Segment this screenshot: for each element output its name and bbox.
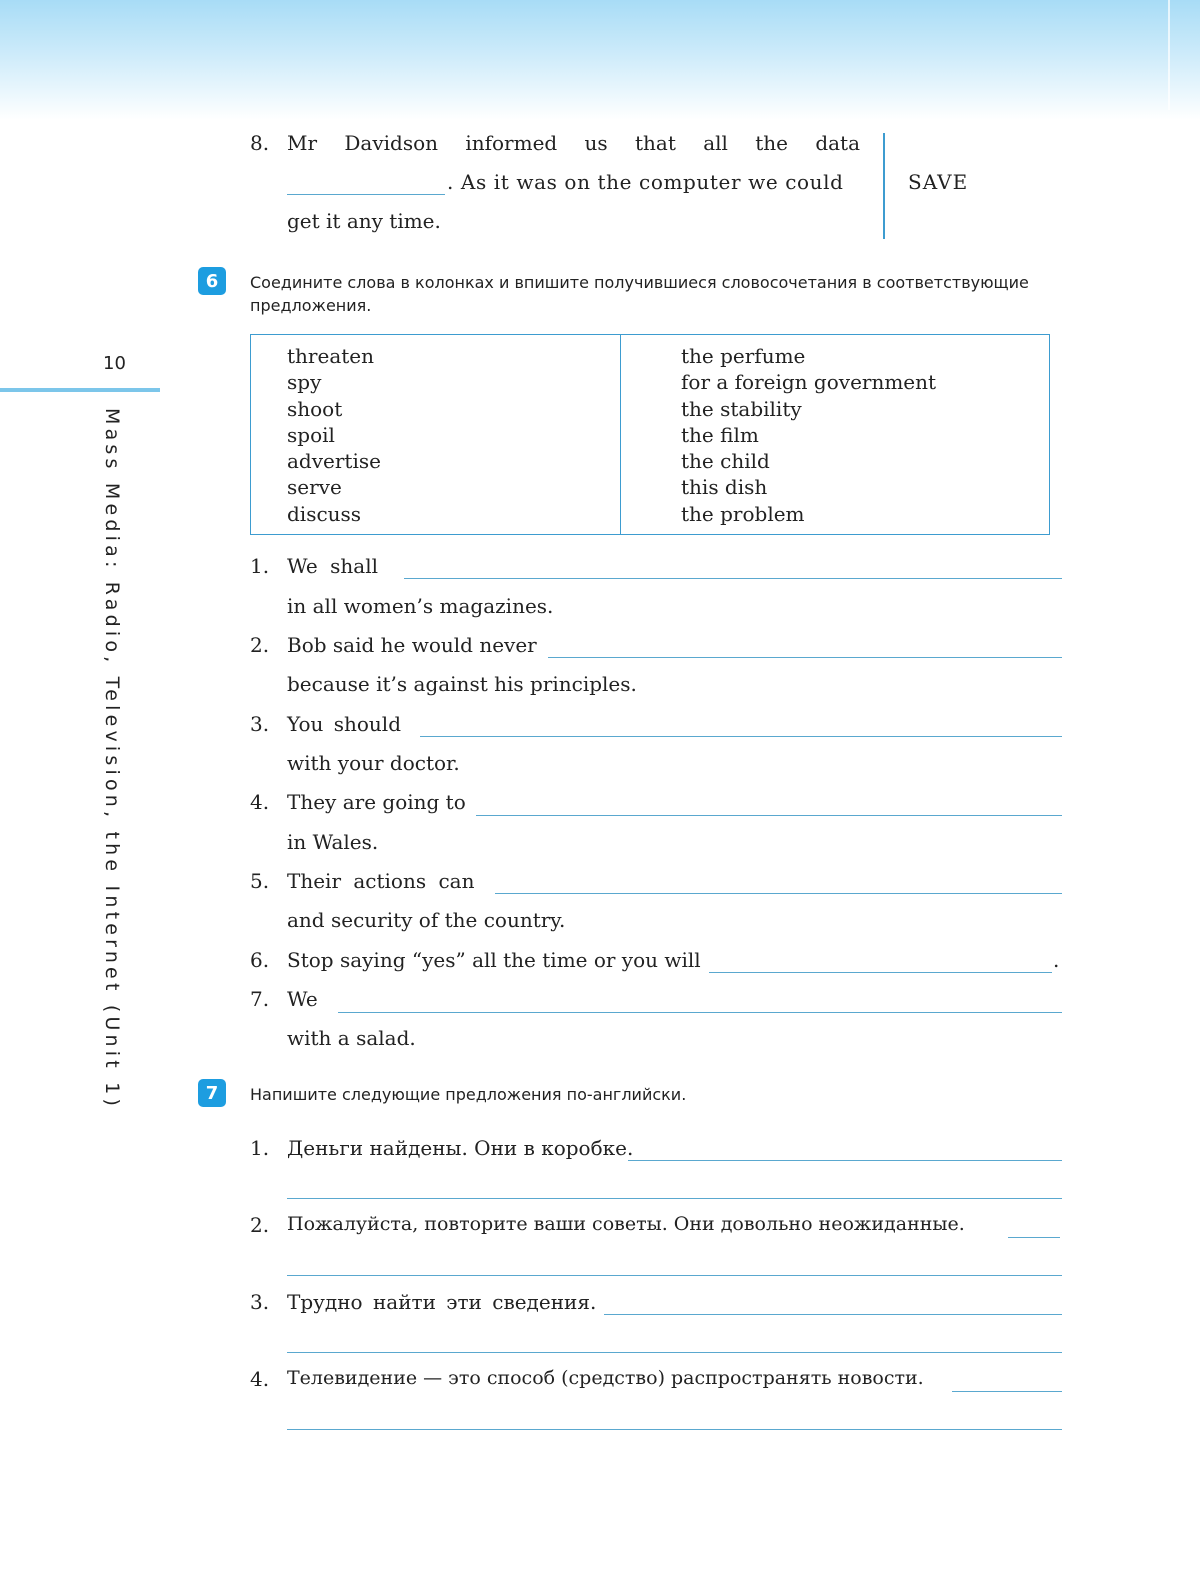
sentence-number: 3. xyxy=(250,1290,270,1314)
sentence-end: with your doctor. xyxy=(287,751,460,775)
sentence-start: You should xyxy=(287,712,402,736)
answer-blank[interactable] xyxy=(287,194,445,195)
answer-blank[interactable] xyxy=(338,1012,1062,1013)
margin-rule xyxy=(0,388,160,392)
sentence-start: Stop saying “yes” all the time or you will xyxy=(287,948,701,972)
answer-blank[interactable] xyxy=(495,893,1062,894)
word: data xyxy=(815,131,860,155)
word-matching-table xyxy=(250,334,1050,535)
sentence-start: They are going to xyxy=(287,790,466,814)
object-item: the perfume xyxy=(681,344,806,368)
word: Mr xyxy=(287,131,318,155)
sentence-start: We shall xyxy=(287,554,378,578)
sentence-start: Their actions can xyxy=(287,869,475,893)
sentence-start: Bob said he would never xyxy=(287,633,537,657)
verb-item: spy xyxy=(287,370,322,395)
verb-item: discuss xyxy=(287,501,362,526)
verb-item: serve xyxy=(287,475,342,500)
object-item: this dish xyxy=(681,475,768,500)
sentence-number: 2. xyxy=(250,633,270,657)
answer-blank[interactable] xyxy=(287,1429,1062,1430)
sentence-start: We xyxy=(287,987,318,1011)
object-item: the film xyxy=(681,422,759,447)
header-edge-line xyxy=(1168,0,1170,110)
sentence-number: 4. xyxy=(250,1367,270,1391)
object-item: the child xyxy=(681,449,770,474)
objects-column xyxy=(681,345,936,529)
word: all xyxy=(703,131,728,155)
verb-item: spoil xyxy=(287,422,335,447)
answer-blank[interactable] xyxy=(420,736,1062,737)
sentence-end: and security of the country. xyxy=(287,908,566,932)
russian-sentence: Пожалуйста, повторите ваши советы. Они довольно неожиданные. xyxy=(287,1213,965,1235)
word: the xyxy=(755,131,788,155)
answer-blank[interactable] xyxy=(1008,1237,1060,1238)
answer-blank[interactable] xyxy=(287,1275,1062,1276)
object-item: the problem xyxy=(681,501,805,526)
answer-blank[interactable] xyxy=(709,972,1052,973)
item-8-line-1 xyxy=(287,133,860,153)
answer-blank[interactable] xyxy=(628,1160,1062,1161)
word: that xyxy=(635,131,676,155)
unit-side-title: Mass Media: Radio, Television, the Internet (Unit 1) xyxy=(101,408,123,1111)
answer-blank[interactable] xyxy=(548,657,1062,658)
answer-blank[interactable] xyxy=(287,1198,1062,1199)
answer-blank[interactable] xyxy=(476,815,1062,816)
russian-sentence: Трудно найти эти сведения. xyxy=(287,1290,597,1314)
sentence-number: 1. xyxy=(250,1136,270,1160)
exercise-6-badge: 6 xyxy=(198,267,226,295)
answer-blank[interactable] xyxy=(404,578,1062,579)
sentence-number: 1. xyxy=(250,554,270,578)
verb-item: shoot xyxy=(287,396,343,421)
sentence-number: 7. xyxy=(250,987,270,1011)
sentence-number: 3. xyxy=(250,712,270,736)
verb-item: advertise xyxy=(287,449,381,474)
sentence-end: with a salad. xyxy=(287,1026,416,1050)
top-header-band xyxy=(0,0,1200,120)
exercise-7-badge: 7 xyxy=(198,1079,226,1107)
sentence-number: 4. xyxy=(250,790,270,814)
item-8-line-2: . As it was on the computer we could xyxy=(447,170,844,194)
verb-item: threaten xyxy=(287,344,374,368)
sentence-end: . xyxy=(1053,948,1060,972)
keyword-divider xyxy=(883,133,885,239)
keyword-save: SAVE xyxy=(908,170,969,194)
answer-blank[interactable] xyxy=(604,1314,1062,1315)
russian-sentence: Телевидение — это способ (средство) распространять новости. xyxy=(287,1367,924,1389)
sentence-number: 2. xyxy=(250,1213,270,1237)
answer-blank[interactable] xyxy=(952,1391,1062,1392)
page-number: 10 xyxy=(103,353,126,374)
item-8-line-3: get it any time. xyxy=(287,209,441,233)
exercise-7-instruction: Напишите следующие предложения по-английски. xyxy=(250,1085,687,1104)
sentence-end: in all women’s magazines. xyxy=(287,594,554,618)
russian-sentence: Деньги найдены. Они в коробке. xyxy=(287,1136,634,1160)
word: Davidson xyxy=(344,131,439,155)
sentence-number: 5. xyxy=(250,869,270,893)
item-8-number: 8. xyxy=(250,131,270,155)
sentence-end: because it’s against his principles. xyxy=(287,672,637,696)
word: informed xyxy=(465,131,558,155)
sentence-number: 6. xyxy=(250,948,270,972)
word: us xyxy=(584,131,608,155)
verbs-column xyxy=(287,345,381,529)
object-item: the stability xyxy=(681,396,802,421)
sentence-end: in Wales. xyxy=(287,830,379,854)
exercise-6-instruction: Соедините слова в колонках и впишите получившиеся словосочетания в соответствующие предложения. xyxy=(250,273,1029,315)
table-divider xyxy=(620,335,621,534)
object-item: for a foreign government xyxy=(681,370,937,395)
answer-blank[interactable] xyxy=(287,1352,1062,1353)
